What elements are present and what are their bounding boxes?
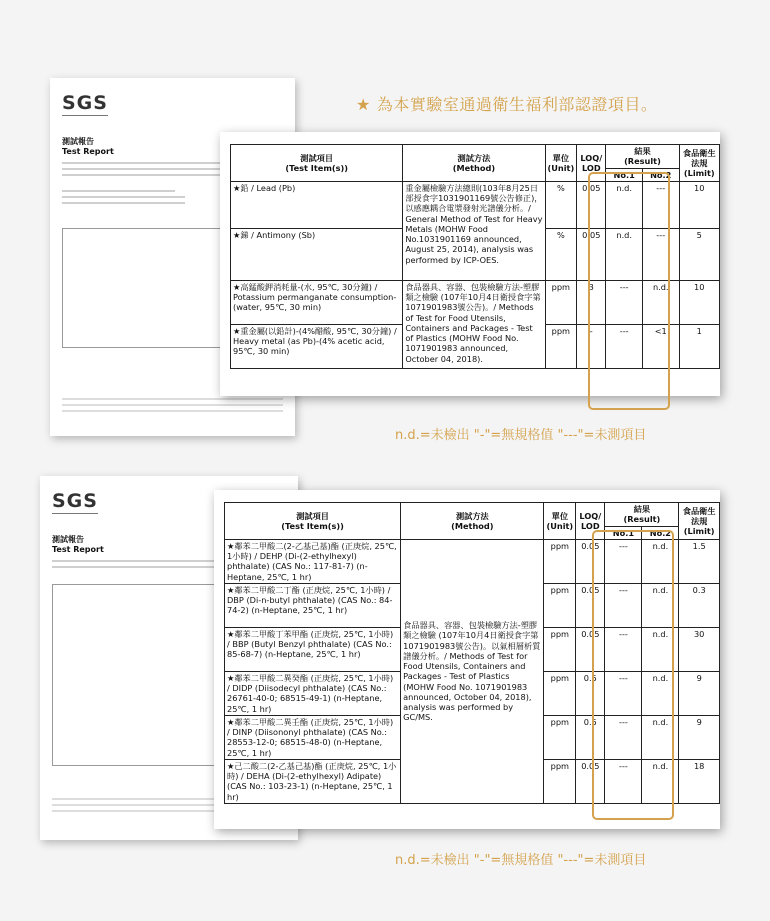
col-item-header: 測試項目 (Test Item(s)) <box>225 503 401 540</box>
col-result-header: 結果 (Result) <box>605 503 679 527</box>
row-item: ★鄰苯二甲酸二丁酯 (正庚烷, 25℃, 1小時) / DBP (Di-n-butyl phthalate) (CAS No.: 84-74-2) (n-Heptane, 25℃, 1 hr) <box>225 583 401 627</box>
row-no1: --- <box>605 671 642 715</box>
sgs-logo: SGS <box>62 92 108 114</box>
row-unit: ppm <box>544 759 576 803</box>
col-result-header: 結果 (Result) <box>606 145 679 169</box>
back-title-en: Test Report <box>62 147 114 156</box>
row-item: ★鄰苯二甲酸丁苯甲酯 (正庚烷, 25℃, 1小時) / BBP (Butyl Benzyl phthalate) (CAS No.: 85-68-7) (n-Heptane, 25℃, 1 hr) <box>225 627 401 671</box>
row-no2: n.d. <box>642 715 679 759</box>
row-method: 食品器具、容器、包裝檢驗方法-塑膠類之檢驗 (107年10月4日衛授食字第1071901983號公告)。/ Methods of Test for Food Utensils, Containers and Packages - Test of Plastics (MOHW Food No. 1071901983 announced, October 04, 2018). <box>403 280 545 368</box>
result-highlight-outline <box>588 172 670 410</box>
row-unit: ppm <box>544 627 576 671</box>
row-no2: --- <box>642 181 679 228</box>
row-item: ★己二酸二(2-乙基己基)酯 (正庚烷, 25℃, 1小時) / DEHA (Di-(2-ethylhexyl) Adipate) (CAS No.: 103-23-1) (n-Heptane, 25℃, 1 hr) <box>225 759 401 803</box>
row-unit: ppm <box>545 324 577 368</box>
report-table-card-1 <box>220 132 720 396</box>
row-no1: --- <box>605 583 642 627</box>
col-method-header: 測試方法 (Method) <box>403 145 545 182</box>
row-limit: 1.5 <box>679 539 720 583</box>
row-unit: ppm <box>544 583 576 627</box>
row-no2: n.d. <box>642 583 679 627</box>
row-no1: n.d. <box>606 228 643 280</box>
row-loq: - <box>577 324 606 368</box>
row-unit: ppm <box>544 539 576 583</box>
row-limit: 5 <box>679 228 719 280</box>
row-unit: ppm <box>545 280 577 324</box>
back-title-en: Test Report <box>52 545 104 554</box>
row-loq: 0.05 <box>576 539 605 583</box>
back-title-zh: 測試報告 <box>52 535 84 544</box>
col-unit-header: 單位 (Unit) <box>544 503 576 540</box>
row-item: ★鉛 / Lead (Pb) <box>231 181 403 228</box>
row-loq: 0.05 <box>576 627 605 671</box>
col-no2-header: No.2 <box>642 168 679 181</box>
row-limit: 0.3 <box>679 583 720 627</box>
row-unit: ppm <box>544 715 576 759</box>
row-no1: --- <box>605 759 642 803</box>
row-no2: n.d. <box>642 671 679 715</box>
row-unit: % <box>545 181 577 228</box>
row-no2: n.d. <box>642 539 679 583</box>
row-item: ★銻 / Antimony (Sb) <box>231 228 403 280</box>
row-limit: 1 <box>679 324 719 368</box>
col-item-header: 測試項目 (Test Item(s)) <box>231 145 403 182</box>
row-limit: 18 <box>679 759 720 803</box>
row-loq: 0.5 <box>576 671 605 715</box>
row-item: ★鄰苯二甲酸二異癸酯 (正庚烷, 25℃, 1小時) / DIDP (Diisodecyl phthalate) (CAS No.: 26761-40-0; 68515-49-1) (n-Heptane, 25℃, 1 hr) <box>225 671 401 715</box>
row-item: ★重金屬(以鉛計)-(4%醋酸, 95℃, 30分鐘) / Heavy metal (as Pb)-(4% acetic acid, 95℃, 30 min) <box>231 324 403 368</box>
col-limit-header: 食品衛生 法規 (Limit) <box>679 145 719 182</box>
col-no1-header: No.1 <box>605 526 642 539</box>
row-no2: n.d. <box>642 627 679 671</box>
row-unit: % <box>545 228 577 280</box>
row-method: 食品器具、容器、包裝檢驗方法-塑膠類之檢驗 (107年10月4日衛授食字第1071901983號公告)。以氣相層析質譜儀分析。/ Methods of Test for Food Utensils, Containers and Packages - Test of Plastics (MOHW Food No. 1071901983 announced, October 04, 2018), analysis was performed by GC/MS. <box>401 539 544 803</box>
row-no1: --- <box>605 715 642 759</box>
col-unit-header: 單位 (Unit) <box>545 145 577 182</box>
row-limit: 30 <box>679 627 720 671</box>
row-item: ★高錳酸鉀消耗量-(水, 95℃, 30分鐘) / Potassium permanganate consumption-(water, 95℃, 30 min) <box>231 280 403 324</box>
row-no1: --- <box>605 539 642 583</box>
row-loq: 0.05 <box>576 759 605 803</box>
row-limit: 9 <box>679 671 720 715</box>
row-no2: <1 <box>642 324 679 368</box>
row-item: ★鄰苯二甲酸二異壬酯 (正庚烷, 25℃, 1小時) / DINP (Diisononyl phthalate) (CAS No.: 28553-12-0; 68515-48-0) (n-Heptane, 25℃, 1 hr) <box>225 715 401 759</box>
row-loq: 0.05 <box>577 228 606 280</box>
col-loq-header: LOQ/ LOD <box>577 145 606 182</box>
result-highlight-outline <box>592 530 674 820</box>
certification-note-text: 為本實驗室通過衛生福利部認證項目。 <box>376 95 658 114</box>
report-table-card-2 <box>214 490 720 829</box>
legend-note-2: n.d.=未檢出 "-"=無規格值 "---"=未測項目 <box>395 853 647 868</box>
row-loq: 0.5 <box>576 715 605 759</box>
row-no2: n.d. <box>642 280 679 324</box>
sgs-logo: SGS <box>52 490 98 512</box>
row-limit: 10 <box>679 280 719 324</box>
col-no2-header: No.2 <box>642 526 679 539</box>
row-loq: 3 <box>577 280 606 324</box>
certification-note <box>356 92 657 115</box>
row-no1: n.d. <box>606 181 643 228</box>
row-no1: --- <box>606 324 643 368</box>
row-method: 重金屬檢驗方法總則(103年8月25日部授食字1031901169號公告修正)，以感應耦合電漿發射光譜儀分析。/ General Method of Test for Heavy Metals (MOHW Food No.1031901169 announced, August 25, 2014), analysis was performed by ICP-OES. <box>403 181 545 280</box>
row-no2: n.d. <box>642 759 679 803</box>
row-no1: --- <box>605 627 642 671</box>
col-method-header: 測試方法 (Method) <box>401 503 544 540</box>
row-no2: --- <box>642 228 679 280</box>
row-item: ★鄰苯二甲酸二(2-乙基己基)酯 (正庚烷, 25℃, 1小時) / DEHP (Di-(2-ethylhexyl) phthalate) (CAS No.: 117-81-7) (n-Heptane, 25℃, 1 hr) <box>225 539 401 583</box>
col-loq-header: LOQ/ LOD <box>576 503 605 540</box>
row-limit: 10 <box>679 181 719 228</box>
legend-note-1: n.d.=未檢出 "-"=無規格值 "---"=未測項目 <box>395 428 647 443</box>
row-loq: 0.05 <box>577 181 606 228</box>
col-no1-header: No.1 <box>606 168 643 181</box>
col-limit-header: 食品衛生 法規 (Limit) <box>679 503 720 540</box>
row-limit: 9 <box>679 715 720 759</box>
row-loq: 0.05 <box>576 583 605 627</box>
row-no1: --- <box>606 280 643 324</box>
star-icon: ★ <box>356 95 371 114</box>
back-title-zh: 測試報告 <box>62 137 94 146</box>
row-unit: ppm <box>544 671 576 715</box>
